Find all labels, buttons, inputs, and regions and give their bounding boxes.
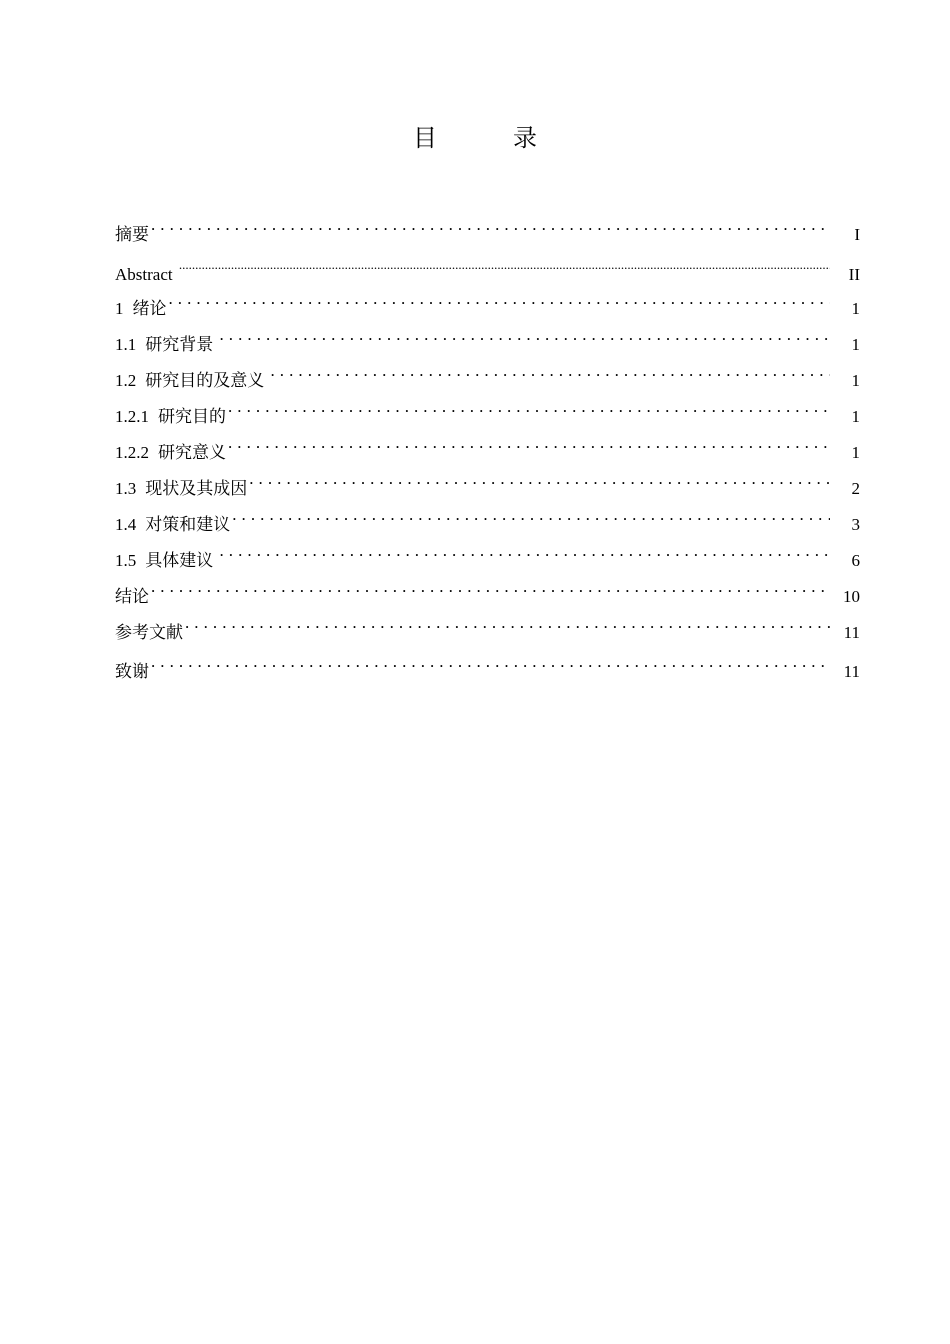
toc-leader-dots (228, 428, 830, 458)
toc-entry-number: 1.4 (115, 515, 137, 534)
toc-entry-number: 1.3 (115, 479, 137, 498)
toc-entry-section-1-5[interactable] (115, 536, 860, 572)
toc-entry-label: 1.2.2 研究意义 (115, 443, 226, 462)
toc-leader-dots (185, 608, 830, 638)
toc-entry-page: 1 (851, 443, 860, 462)
toc-entry-section-1-1[interactable] (115, 320, 860, 356)
toc-entry-page: I (854, 225, 860, 244)
toc-entry-label: Abstract (115, 265, 173, 284)
toc-leader-dots (151, 647, 830, 677)
toc-entry-page: 11 (843, 662, 860, 681)
toc-entry-page: 3 (851, 515, 860, 534)
toc-leader-dots (151, 210, 830, 240)
toc-entry-label: 1 绪论 (115, 299, 167, 318)
toc-entry-section-1-4[interactable] (115, 500, 860, 536)
toc-entry-label: 结论 (115, 587, 149, 606)
toc-entry-label: 1.2 研究目的及意义 (115, 371, 265, 390)
toc-entry-label: 1.5 具体建议 (115, 551, 214, 570)
toc-entry-number: 1.5 (115, 551, 137, 570)
toc-leader-dots (228, 392, 830, 422)
toc-entry-number: 1 (115, 299, 124, 318)
toc-entry-page: II (848, 265, 860, 284)
toc-entry-abstract-en[interactable] (115, 250, 860, 284)
toc-leader-dots (169, 284, 831, 314)
toc-entry-label: 摘要 (115, 225, 149, 244)
toc-entry-label: 致谢 (115, 662, 149, 681)
toc-entry-section-1-2-1[interactable] (115, 392, 860, 428)
toc-entry-section-1-2-2[interactable] (115, 428, 860, 464)
toc-entry-page: 6 (851, 551, 860, 570)
toc-entry-page: 2 (851, 479, 860, 498)
toc-entry-number: 1.2.1 (115, 407, 149, 426)
toc-entry-section-1-2[interactable] (115, 356, 860, 392)
toc-entry-label: 1.3 现状及其成因 (115, 479, 248, 498)
toc-entry-abstract-cn[interactable] (115, 210, 860, 250)
toc-entry-acknowledgements[interactable] (115, 647, 860, 683)
toc-entry-number: 1.2 (115, 371, 137, 390)
toc-entry-references[interactable] (115, 608, 860, 647)
toc-entry-page: 1 (851, 299, 860, 318)
toc-entry-page: 1 (851, 407, 860, 426)
toc-leader-dots (271, 356, 831, 386)
toc-leader-dots (220, 536, 831, 566)
toc-title: 目 录 (413, 124, 563, 152)
toc-list (115, 210, 860, 683)
toc-entry-label: 参考文献 (115, 623, 183, 642)
toc-entry-label: 1.4 对策和建议 (115, 515, 231, 534)
toc-entry-page: 1 (851, 371, 860, 390)
toc-entry-page: 11 (843, 623, 860, 642)
toc-leader-dots (232, 500, 830, 530)
toc-entry-page: 10 (843, 587, 860, 606)
toc-leader-dots (220, 320, 831, 350)
toc-leader-dots (249, 464, 830, 494)
toc-entry-label: 1.1 研究背景 (115, 335, 214, 354)
toc-entry-page: 1 (851, 335, 860, 354)
toc-leader-dots (151, 572, 830, 602)
toc-entry-conclusion[interactable] (115, 572, 860, 608)
toc-entry-chapter-1[interactable] (115, 284, 860, 320)
toc-entry-number: 1.1 (115, 335, 137, 354)
toc-entry-section-1-3[interactable] (115, 464, 860, 500)
toc-entry-label: 1.2.1 研究目的 (115, 407, 226, 426)
toc-entry-number: 1.2.2 (115, 443, 149, 462)
toc-leader-dots (179, 250, 830, 280)
